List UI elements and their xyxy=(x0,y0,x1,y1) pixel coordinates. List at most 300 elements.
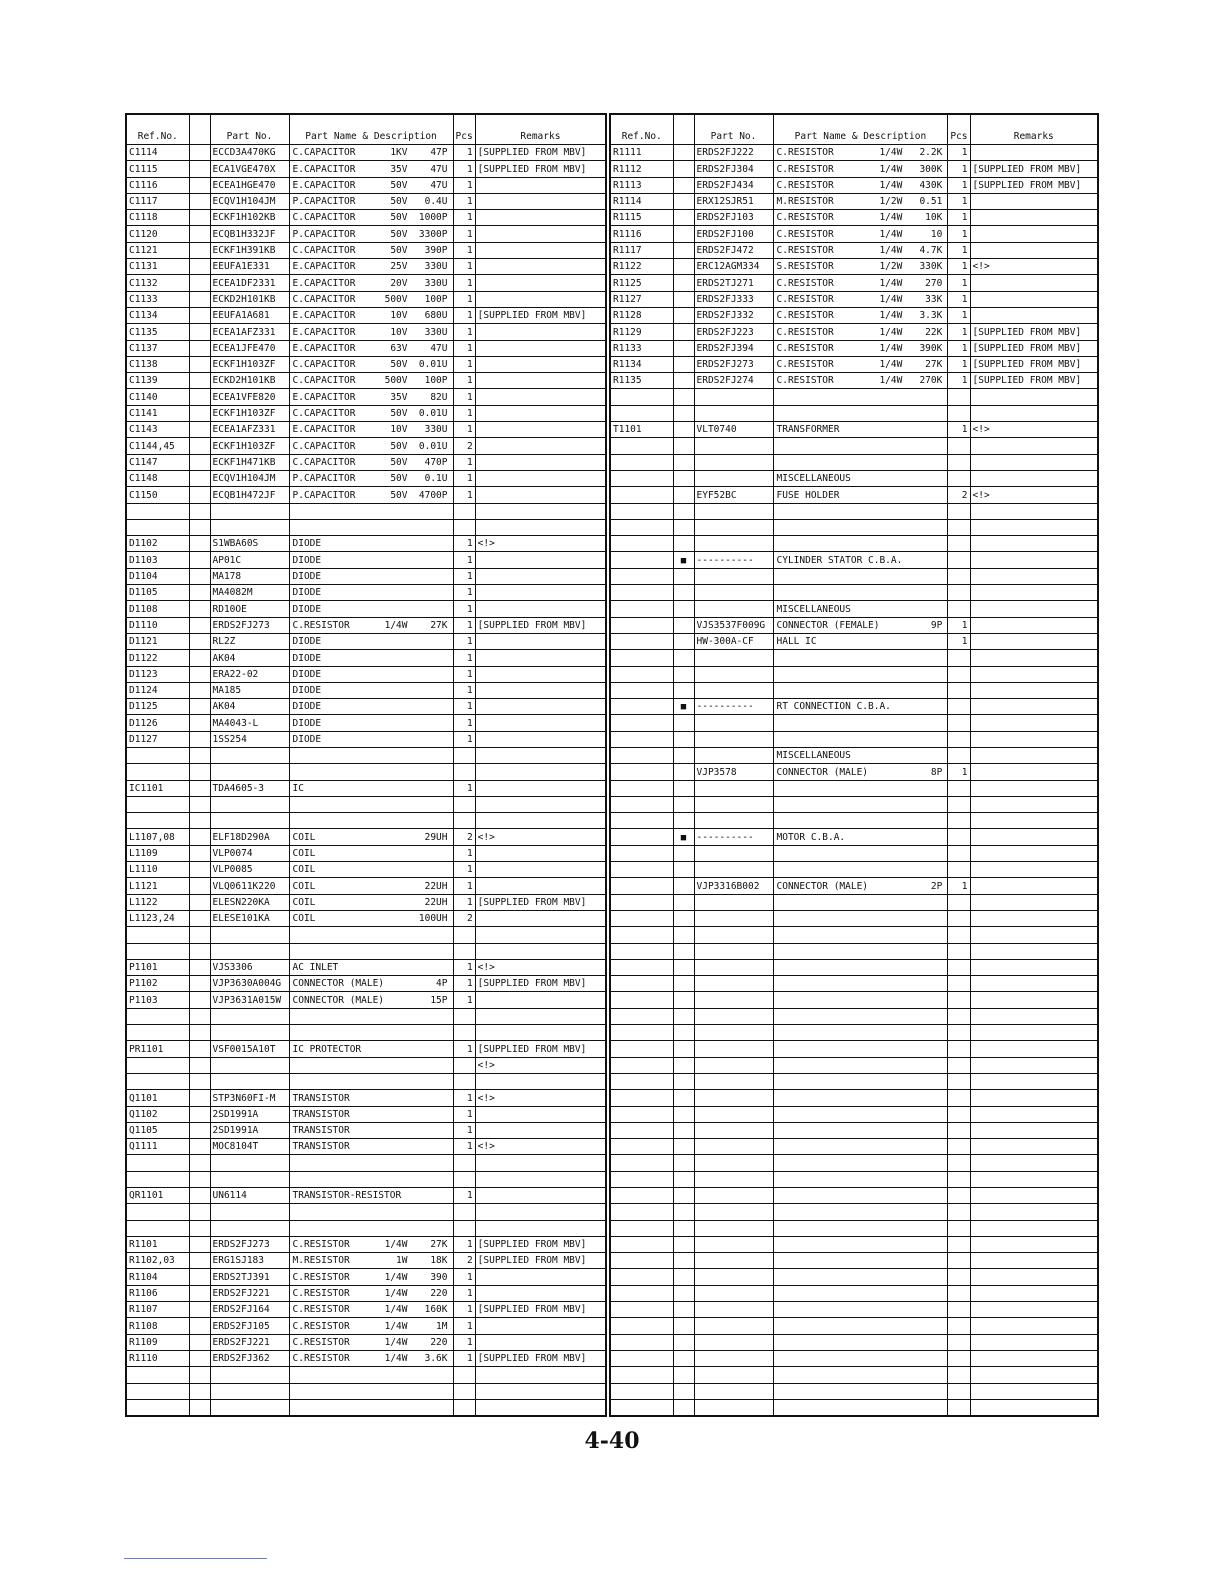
table-row xyxy=(610,731,1098,747)
pcs-cell xyxy=(948,1253,970,1269)
table-row xyxy=(126,291,606,307)
description-cell xyxy=(289,1220,453,1236)
part-value: 22UH xyxy=(424,896,448,908)
part-value: 3.6K xyxy=(424,1353,448,1365)
part-value xyxy=(408,847,451,861)
pcs-cell xyxy=(948,1188,970,1204)
part-name: DIODE xyxy=(292,668,322,680)
description-wrap xyxy=(292,668,451,682)
part-no-cell: ERDS2FJ273 xyxy=(210,1236,289,1252)
table-row xyxy=(610,552,1098,568)
remarks-cell xyxy=(970,1236,1098,1252)
ref-no-cell: C1132 xyxy=(126,275,189,291)
part-value: 330U xyxy=(424,261,448,273)
ref-no-cell xyxy=(126,796,189,812)
part-value xyxy=(408,961,451,975)
ref-no-cell xyxy=(610,943,673,959)
part-no-cell xyxy=(210,1204,289,1220)
part-no-cell xyxy=(694,666,773,682)
table-row xyxy=(610,780,1098,796)
part-no-cell: VLT0740 xyxy=(694,422,773,438)
part-name: C.RESISTOR xyxy=(776,342,834,354)
remarks-cell xyxy=(475,731,606,747)
part-rating: 1/2W xyxy=(879,196,903,208)
ref-no-cell xyxy=(126,1367,189,1383)
table-row xyxy=(610,422,1098,438)
pcs-cell xyxy=(948,1334,970,1350)
remarks-cell xyxy=(970,731,1098,747)
remarks-cell xyxy=(475,1106,606,1122)
description-cell xyxy=(289,1318,453,1334)
description-cell xyxy=(773,992,948,1008)
pcs-cell: 1 xyxy=(453,259,475,275)
pcs-cell: 1 xyxy=(453,454,475,470)
ref-no-cell: R1106 xyxy=(126,1285,189,1301)
description-cell xyxy=(289,1041,453,1057)
mark-cell xyxy=(673,291,694,307)
ref-no-cell: C1114 xyxy=(126,145,189,161)
pcs-cell: 1 xyxy=(453,405,475,421)
part-rating xyxy=(321,733,407,747)
description-cell xyxy=(773,1122,948,1138)
part-name: COIL xyxy=(292,848,316,860)
part-no-cell: VJP3316B002 xyxy=(694,878,773,894)
remarks-cell xyxy=(475,585,606,601)
table-row xyxy=(126,813,606,829)
remarks-cell xyxy=(970,1302,1098,1318)
remarks-cell xyxy=(970,976,1098,992)
part-no-cell xyxy=(694,1025,773,1041)
table-row xyxy=(610,1383,1098,1399)
part-name: C.CAPACITOR xyxy=(292,359,356,371)
mark-cell: ■ xyxy=(673,829,694,845)
description-cell xyxy=(773,1383,948,1399)
table-row xyxy=(126,1025,606,1041)
part-value xyxy=(408,537,451,551)
table-row xyxy=(610,927,1098,943)
pcs-cell xyxy=(453,519,475,535)
remarks-cell xyxy=(970,1139,1098,1155)
ref-no-cell: T1101 xyxy=(610,422,673,438)
part-name: P.CAPACITOR xyxy=(292,228,356,240)
table-row xyxy=(126,1106,606,1122)
part-value xyxy=(408,652,451,666)
table-row xyxy=(610,373,1098,389)
part-no-cell xyxy=(694,1302,773,1318)
ref-no-cell xyxy=(610,1171,673,1187)
ref-no-cell xyxy=(610,1285,673,1301)
part-no-cell: ---------- xyxy=(694,699,773,715)
pcs-cell xyxy=(453,1008,475,1024)
remarks-cell: [SUPPLIED FROM MBV] xyxy=(475,1236,606,1252)
description-wrap xyxy=(292,1189,451,1203)
ref-no-cell xyxy=(126,1025,189,1041)
part-name: HALL IC xyxy=(776,636,817,648)
pcs-cell xyxy=(948,1171,970,1187)
mark-cell xyxy=(189,699,210,715)
remarks-cell xyxy=(970,226,1098,242)
part-name: DIODE xyxy=(292,554,322,566)
description-cell xyxy=(289,405,453,421)
ref-no-cell xyxy=(610,1025,673,1041)
part-name: E.CAPACITOR xyxy=(292,277,356,289)
table-row xyxy=(126,1057,606,1073)
description-cell xyxy=(289,699,453,715)
table-row xyxy=(610,1334,1098,1350)
table-row xyxy=(126,910,606,926)
mark-cell xyxy=(673,1367,694,1383)
part-no-cell xyxy=(210,747,289,763)
part-no-cell xyxy=(694,1399,773,1416)
mark-cell xyxy=(189,307,210,323)
part-rating: 50V xyxy=(390,440,408,452)
pcs-cell xyxy=(453,747,475,763)
part-rating xyxy=(315,847,407,861)
description-cell xyxy=(773,1367,948,1383)
description-cell xyxy=(773,454,948,470)
part-no-cell: ERDS2FJ472 xyxy=(694,242,773,258)
ref-no-cell: R1133 xyxy=(610,340,673,356)
description-cell xyxy=(773,682,948,698)
description-wrap xyxy=(776,244,946,258)
table-row xyxy=(126,1399,606,1416)
remarks-cell: <!> xyxy=(475,959,606,975)
part-no-cell xyxy=(694,405,773,421)
part-rating xyxy=(315,831,407,845)
part-value: 33K xyxy=(925,293,943,305)
part-rating: 1KV xyxy=(390,147,408,159)
description-wrap xyxy=(292,1320,451,1334)
description-cell xyxy=(289,1025,453,1041)
table-row xyxy=(126,470,606,486)
part-no-cell xyxy=(694,1285,773,1301)
part-name: M.RESISTOR xyxy=(292,1255,350,1267)
description-wrap xyxy=(292,603,451,617)
ref-no-cell xyxy=(610,1350,673,1366)
part-name: DIODE xyxy=(292,717,322,729)
ref-no-cell: R1127 xyxy=(610,291,673,307)
remarks-cell xyxy=(970,193,1098,209)
part-value xyxy=(408,668,451,682)
part-rating xyxy=(839,489,902,503)
part-no-cell: ERDS2FJ434 xyxy=(694,177,773,193)
part-name: C.CAPACITOR xyxy=(292,293,356,305)
description-cell xyxy=(289,226,453,242)
pcs-cell xyxy=(948,1220,970,1236)
remarks-cell xyxy=(970,764,1098,780)
mark-cell xyxy=(673,976,694,992)
mark-cell: ■ xyxy=(673,699,694,715)
remarks-cell xyxy=(970,438,1098,454)
part-no-cell xyxy=(694,1220,773,1236)
part-name: COIL xyxy=(292,913,316,925)
table-row xyxy=(126,666,606,682)
remarks-cell xyxy=(970,959,1098,975)
table-row xyxy=(126,1253,606,1269)
pcs-cell: 1 xyxy=(948,307,970,323)
ref-no-cell: C1147 xyxy=(126,454,189,470)
pcs-cell: 1 xyxy=(453,373,475,389)
part-no-cell: VSF0015A10T xyxy=(210,1041,289,1057)
ref-no-cell xyxy=(610,731,673,747)
part-name: TRANSFORMER xyxy=(776,424,840,436)
mark-cell xyxy=(189,193,210,209)
pcs-cell xyxy=(948,470,970,486)
pcs-cell xyxy=(453,927,475,943)
part-no-cell: MA4082M xyxy=(210,585,289,601)
table-row xyxy=(126,1188,606,1204)
description-cell xyxy=(773,1139,948,1155)
mark-cell xyxy=(673,1350,694,1366)
part-name: CONNECTOR (MALE) xyxy=(292,994,385,1006)
description-wrap xyxy=(776,342,946,356)
description-cell xyxy=(773,829,948,845)
part-no-cell xyxy=(694,1236,773,1252)
mark-cell xyxy=(673,780,694,796)
part-value: 390 xyxy=(430,1271,448,1283)
ref-no-cell: R1101 xyxy=(126,1236,189,1252)
pcs-cell: 1 xyxy=(453,568,475,584)
table-row xyxy=(126,1073,606,1089)
mark-cell xyxy=(189,356,210,372)
part-rating: 1/4W xyxy=(879,359,903,371)
mark-cell xyxy=(673,617,694,633)
part-no-cell: VJP3630A004G xyxy=(210,976,289,992)
mark-cell xyxy=(189,666,210,682)
ref-no-cell xyxy=(610,666,673,682)
description-cell xyxy=(773,1008,948,1024)
pcs-cell xyxy=(948,601,970,617)
part-no-cell: ECKF1H103ZF xyxy=(210,356,289,372)
ref-no-cell: QR1101 xyxy=(126,1188,189,1204)
remarks-cell xyxy=(475,242,606,258)
pcs-cell xyxy=(948,894,970,910)
ref-no-cell: L1121 xyxy=(126,878,189,894)
header-pcs: Pcs xyxy=(948,114,970,145)
mark-cell xyxy=(189,601,210,617)
description-wrap xyxy=(292,1238,451,1252)
pcs-cell: 1 xyxy=(453,275,475,291)
description-wrap xyxy=(292,440,451,454)
pcs-cell xyxy=(948,780,970,796)
description-wrap xyxy=(292,652,451,666)
pcs-cell: 1 xyxy=(948,324,970,340)
mark-cell xyxy=(673,519,694,535)
part-no-cell: ECKD2H101KB xyxy=(210,373,289,389)
table-row xyxy=(126,1350,606,1366)
remarks-cell xyxy=(970,503,1098,519)
description-cell xyxy=(773,438,948,454)
table-row xyxy=(126,992,606,1008)
mark-cell xyxy=(189,1350,210,1366)
mark-cell xyxy=(189,1318,210,1334)
table-row xyxy=(610,682,1098,698)
description-cell xyxy=(773,1302,948,1318)
description-cell xyxy=(773,780,948,796)
ref-no-cell: Q1101 xyxy=(126,1090,189,1106)
table-row xyxy=(610,1155,1098,1171)
mark-cell xyxy=(189,829,210,845)
mark-cell xyxy=(673,340,694,356)
description-cell xyxy=(773,470,948,486)
part-name: C.CAPACITOR xyxy=(292,408,356,420)
part-value xyxy=(408,1043,451,1057)
description-wrap xyxy=(776,163,946,177)
part-rating: 1/4W xyxy=(384,1239,408,1251)
ref-no-cell xyxy=(610,601,673,617)
pcs-cell xyxy=(453,503,475,519)
table-row xyxy=(126,193,606,209)
remarks-cell: [SUPPLIED FROM MBV] xyxy=(970,340,1098,356)
pcs-cell: 1 xyxy=(948,617,970,633)
description-cell xyxy=(773,796,948,812)
description-cell xyxy=(773,862,948,878)
part-no-cell: RD10OE xyxy=(210,601,289,617)
mark-cell xyxy=(189,1367,210,1383)
ref-no-cell xyxy=(610,1188,673,1204)
mark-cell xyxy=(189,1057,210,1073)
description-cell xyxy=(773,1204,948,1220)
page-number: 4-40 xyxy=(584,1428,640,1454)
pcs-cell xyxy=(948,992,970,1008)
ref-no-cell: D1125 xyxy=(126,699,189,715)
part-no-cell xyxy=(694,796,773,812)
part-no-cell xyxy=(210,1171,289,1187)
part-value: 47P xyxy=(430,147,448,159)
table-row xyxy=(610,1171,1098,1187)
part-no-cell: ECA1VGE470X xyxy=(210,161,289,177)
pcs-cell xyxy=(948,650,970,666)
part-name: DIODE xyxy=(292,603,322,615)
table-row xyxy=(610,650,1098,666)
pcs-cell xyxy=(948,813,970,829)
description-wrap xyxy=(292,1092,451,1106)
description-cell xyxy=(773,161,948,177)
remarks-cell: [SUPPLIED FROM MBV] xyxy=(475,1041,606,1057)
pcs-cell: 1 xyxy=(453,862,475,878)
part-value xyxy=(408,863,451,877)
table-row xyxy=(610,568,1098,584)
remarks-cell xyxy=(970,552,1098,568)
pcs-cell xyxy=(948,1139,970,1155)
mark-cell xyxy=(673,731,694,747)
part-no-cell: ECQB1H332JF xyxy=(210,226,289,242)
pcs-cell xyxy=(948,829,970,845)
part-no-cell xyxy=(210,1367,289,1383)
remarks-cell xyxy=(970,992,1098,1008)
pcs-cell: 1 xyxy=(453,666,475,682)
part-rating xyxy=(361,1043,407,1057)
ref-no-cell: C1134 xyxy=(126,307,189,323)
mark-cell xyxy=(673,650,694,666)
part-no-cell xyxy=(694,1008,773,1024)
pcs-cell xyxy=(948,747,970,763)
part-no-cell xyxy=(694,1041,773,1057)
pcs-cell xyxy=(948,1106,970,1122)
ref-no-cell: R1110 xyxy=(126,1350,189,1366)
remarks-cell xyxy=(970,585,1098,601)
pcs-cell: 1 xyxy=(453,1285,475,1301)
part-name: C.RESISTOR xyxy=(776,326,834,338)
part-name: C.RESISTOR xyxy=(292,1320,350,1332)
pcs-cell xyxy=(948,552,970,568)
pcs-cell xyxy=(948,1008,970,1024)
remarks-cell xyxy=(475,177,606,193)
remarks-cell xyxy=(475,519,606,535)
mark-cell xyxy=(673,1155,694,1171)
part-rating xyxy=(891,700,902,714)
ref-no-cell: Q1111 xyxy=(126,1139,189,1155)
description-wrap xyxy=(292,570,451,584)
part-no-cell: ECQV1H104JM xyxy=(210,193,289,209)
table-row xyxy=(610,585,1098,601)
description-cell xyxy=(289,210,453,226)
table-row xyxy=(126,307,606,323)
pcs-cell: 1 xyxy=(453,226,475,242)
pcs-cell: 1 xyxy=(453,878,475,894)
mark-cell xyxy=(673,764,694,780)
part-value: 330K xyxy=(919,261,943,273)
ref-no-cell: P1103 xyxy=(126,992,189,1008)
pcs-cell: 1 xyxy=(453,894,475,910)
description-wrap xyxy=(776,831,946,845)
description-cell xyxy=(289,552,453,568)
pcs-cell: 1 xyxy=(453,1090,475,1106)
table-row xyxy=(126,373,606,389)
description-cell xyxy=(289,633,453,649)
ref-no-cell xyxy=(610,650,673,666)
part-value: 29UH xyxy=(424,831,448,843)
mark-cell xyxy=(189,177,210,193)
description-cell xyxy=(289,259,453,275)
part-no-cell: ERDS2FJ221 xyxy=(210,1285,289,1301)
ref-no-cell xyxy=(610,1090,673,1106)
remarks-cell xyxy=(475,813,606,829)
mark-cell xyxy=(673,747,694,763)
part-value xyxy=(902,603,945,617)
table-row xyxy=(610,340,1098,356)
description-cell xyxy=(289,1285,453,1301)
part-no-cell xyxy=(694,1318,773,1334)
table-row xyxy=(610,210,1098,226)
part-name: C.RESISTOR xyxy=(776,375,834,387)
pcs-cell xyxy=(948,1025,970,1041)
ref-no-cell: D1127 xyxy=(126,731,189,747)
part-no-cell: ELF18D290A xyxy=(210,829,289,845)
remarks-cell xyxy=(475,259,606,275)
part-no-cell xyxy=(694,747,773,763)
part-name: TRANSISTOR xyxy=(292,1125,350,1137)
description-wrap xyxy=(292,179,451,193)
part-name: MISCELLANEOUS xyxy=(776,473,851,485)
part-no-cell xyxy=(694,454,773,470)
part-rating xyxy=(350,1124,408,1138)
mark-cell xyxy=(673,715,694,731)
remarks-cell xyxy=(475,943,606,959)
description-cell xyxy=(289,373,453,389)
table-row xyxy=(610,1318,1098,1334)
part-no-cell: EEUFA1E331 xyxy=(210,259,289,275)
remarks-cell xyxy=(475,389,606,405)
pcs-cell xyxy=(948,1302,970,1318)
part-name: MISCELLANEOUS xyxy=(776,603,851,615)
description-cell xyxy=(289,894,453,910)
pcs-cell: 1 xyxy=(948,633,970,649)
pcs-cell xyxy=(948,927,970,943)
ref-no-cell: D1108 xyxy=(126,601,189,617)
pcs-cell xyxy=(948,1269,970,1285)
description-cell xyxy=(773,1350,948,1366)
